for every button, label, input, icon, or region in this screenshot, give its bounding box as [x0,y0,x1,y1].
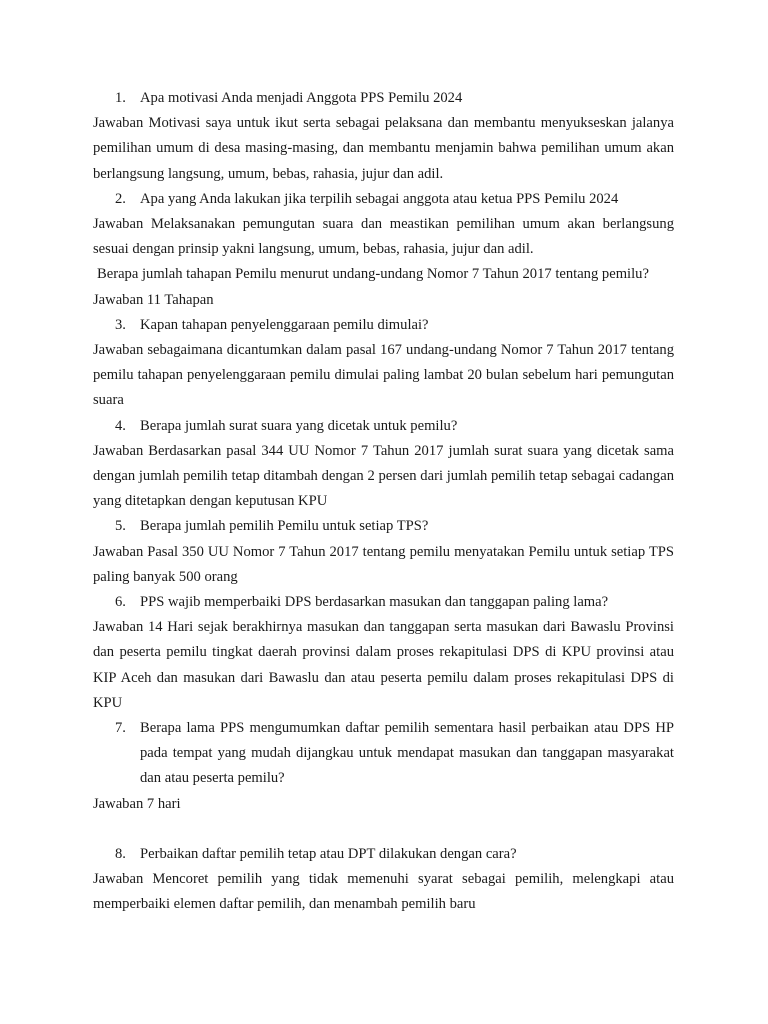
question-text: Berapa jumlah pemilih Pemilu untuk setiap TPS? [140,518,429,535]
question-4 [93,414,674,439]
question-text: Kapan tahapan penyelenggaraan pemilu dimulai? [140,316,429,333]
question-tahapan: Berapa jumlah tahapan Pemilu menurut undang-undang Nomor 7 Tahun 2017 tentang pemilu? [97,266,649,283]
answer-5: Jawaban Pasal 350 UU Nomor 7 Tahun 2017 tentang pemilu menyatakan Pemilu untuk setiap TPS paling banyak 500 orang [93,543,674,585]
answer-6: Jawaban 14 Hari sejak berakhirnya masukan dan tanggapan serta masukan dari Bawaslu Provinsi dan peserta pemilu tingkat daerah provinsi dalam proses rekapitulasi DPS di KPU provinsi atau KIP Aceh dan masukan dari Bawaslu dan atau peserta pemilu dalam proses rekapitulasi DPS di KPU [93,619,674,711]
answer-1: Jawaban Motivasi saya untuk ikut serta sebagai pelaksana dan membantu menyukseskan jalanya pemilihan umum di desa masing-masing, dan membantu menjamin bahwa pemilihan umum akan berlangsung langsung, umum, bebas, rahasia, jujur dan adil. [93,115,674,182]
question-number: 7. [115,720,126,737]
question-text: Perbaikan daftar pemilih tetap atau DPT dilakukan dengan cara? [140,846,517,863]
question-8 [93,842,674,867]
question-2 [93,187,674,212]
answer-4: Jawaban Berdasarkan pasal 344 UU Nomor 7 Tahun 2017 jumlah surat suara yang dicetak sama dengan jumlah pemilih tetap ditambah dengan 2 persen dari jumlah pemilih tetap sebagai cadangan yang ditetapkan dengan keputusan KPU [93,442,674,510]
question-number: 5. [115,518,126,535]
question-text: Berapa lama PPS mengumumkan daftar pemilih sementara hasil perbaikan atau DPS HP pada tempat yang mudah dijangkau untuk mendapat masukan dan tanggapan masyarakat dan atau peserta pemilu? [140,720,674,787]
question-text: Apa motivasi Anda menjadi Anggota PPS Pemilu 2024 [140,90,463,106]
question-number: 1. [115,90,126,106]
answer-2: Jawaban Melaksanakan pemungutan suara dan meastikan pemilihan umum akan berlangsung sesuai dengan prinsip yakni langsung, umum, bebas, rahasia, jujur dan adil. [93,216,674,258]
question-5 [93,514,674,539]
document-body [93,86,674,918]
answer-8: Jawaban Mencoret pemilih yang tidak memenuhi syarat sebagai pemilih, melengkapi atau memperbaiki elemen daftar pemilih, dan menambah pemilih baru [93,871,674,913]
question-number: 3. [115,316,126,333]
question-7 [93,716,674,792]
question-number: 2. [115,190,126,207]
blank-line [93,817,674,842]
question-6 [93,590,674,615]
question-text: Apa yang Anda lakukan jika terpilih sebagai anggota atau ketua PPS Pemilu 2024 [140,190,619,207]
question-1 [93,86,674,111]
question-text: Berapa jumlah surat suara yang dicetak untuk pemilu? [140,417,458,434]
question-text: PPS wajib memperbaiki DPS berdasarkan masukan dan tanggapan paling lama? [140,594,609,611]
question-3 [93,313,674,338]
answer-3: Jawaban sebagaimana dicantumkan dalam pasal 167 undang-undang Nomor 7 Tahun 2017 tentang pemilu tahapan penyelenggaraan pemilu dimulai paling lambat 20 bulan sebelum hari pemungutan suara [93,342,674,409]
answer-7: Jawaban 7 hari [93,795,181,812]
question-number: 6. [115,594,126,611]
question-number: 8. [115,846,126,863]
question-number: 4. [115,417,126,434]
answer-tahapan: Jawaban 11 Tahapan [93,291,214,308]
